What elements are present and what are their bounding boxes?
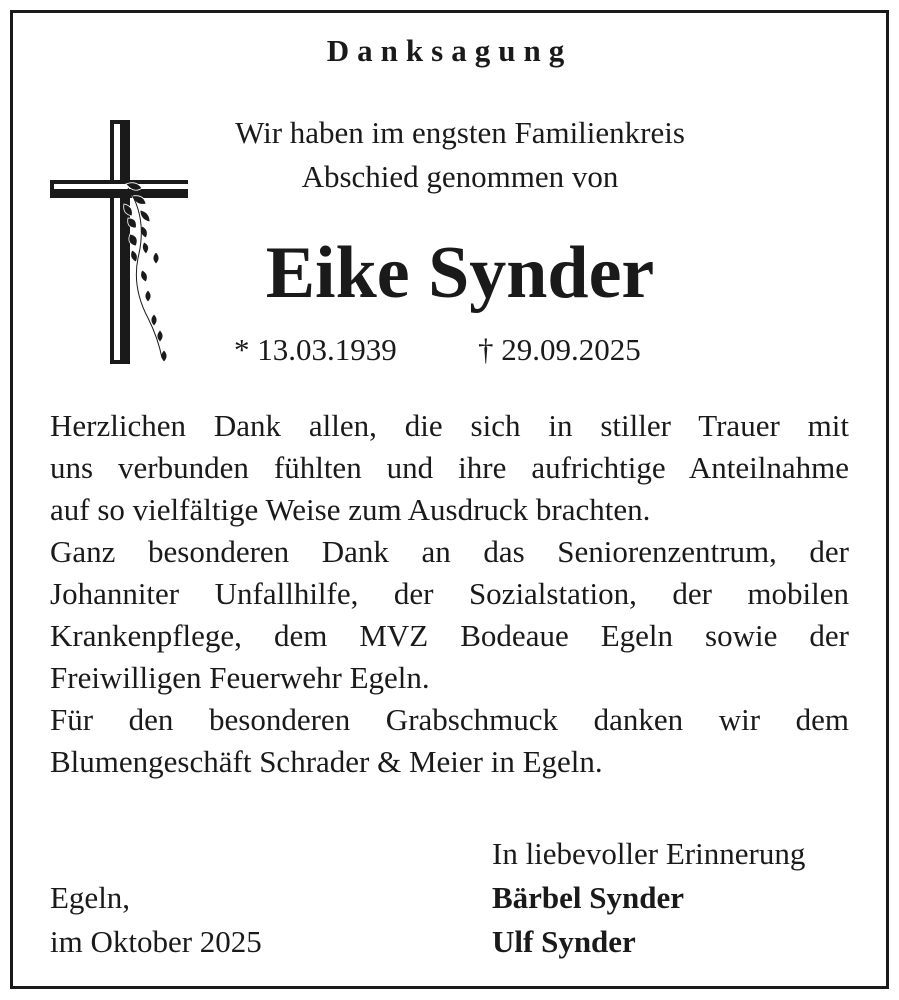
birth-date: * 13.03.1939 — [234, 332, 397, 367]
thank-you-text — [50, 405, 849, 783]
death-date: † 29.09.2025 — [478, 332, 641, 367]
text-line: Blumengeschäft Schrader & Meier in Egeln. — [50, 744, 603, 779]
text-line: Für den besonderen Grabschmuck danken wir dem — [50, 702, 849, 737]
place: Egeln, — [50, 880, 131, 915]
intro-line-2: Abschied genommen von — [301, 159, 619, 194]
text-line: uns verbunden fühlten und ihre aufrichtige Anteilnahme — [50, 450, 849, 485]
heading: Danksagung — [326, 33, 573, 68]
text-line: Freiwilligen Feuerwehr Egeln. — [50, 660, 430, 695]
date-line: im Oktober 2025 — [50, 924, 262, 959]
closing-line: In liebevoller Erinnerung — [492, 836, 806, 871]
intro-line-1: Wir haben im engsten Familienkreis — [235, 115, 685, 150]
text-line: Krankenpflege, dem MVZ Bodeaue Egeln sowie der — [50, 618, 849, 653]
signer-name: Bärbel Synder — [492, 880, 685, 915]
text-line: Herzlichen Dank allen, die sich in stiller Trauer mit — [50, 408, 849, 443]
text-line: Johanniter Unfallhilfe, der Sozialstation, der mobilen — [50, 576, 849, 611]
signer-name: Ulf Synder — [492, 924, 636, 959]
deceased-name: Eike Synder — [265, 232, 655, 314]
text-line: auf so vielfältige Weise zum Ausdruck brachten. — [50, 492, 651, 527]
text-line: Ganz besonderen Dank an das Seniorenzentrum, der — [50, 534, 849, 569]
